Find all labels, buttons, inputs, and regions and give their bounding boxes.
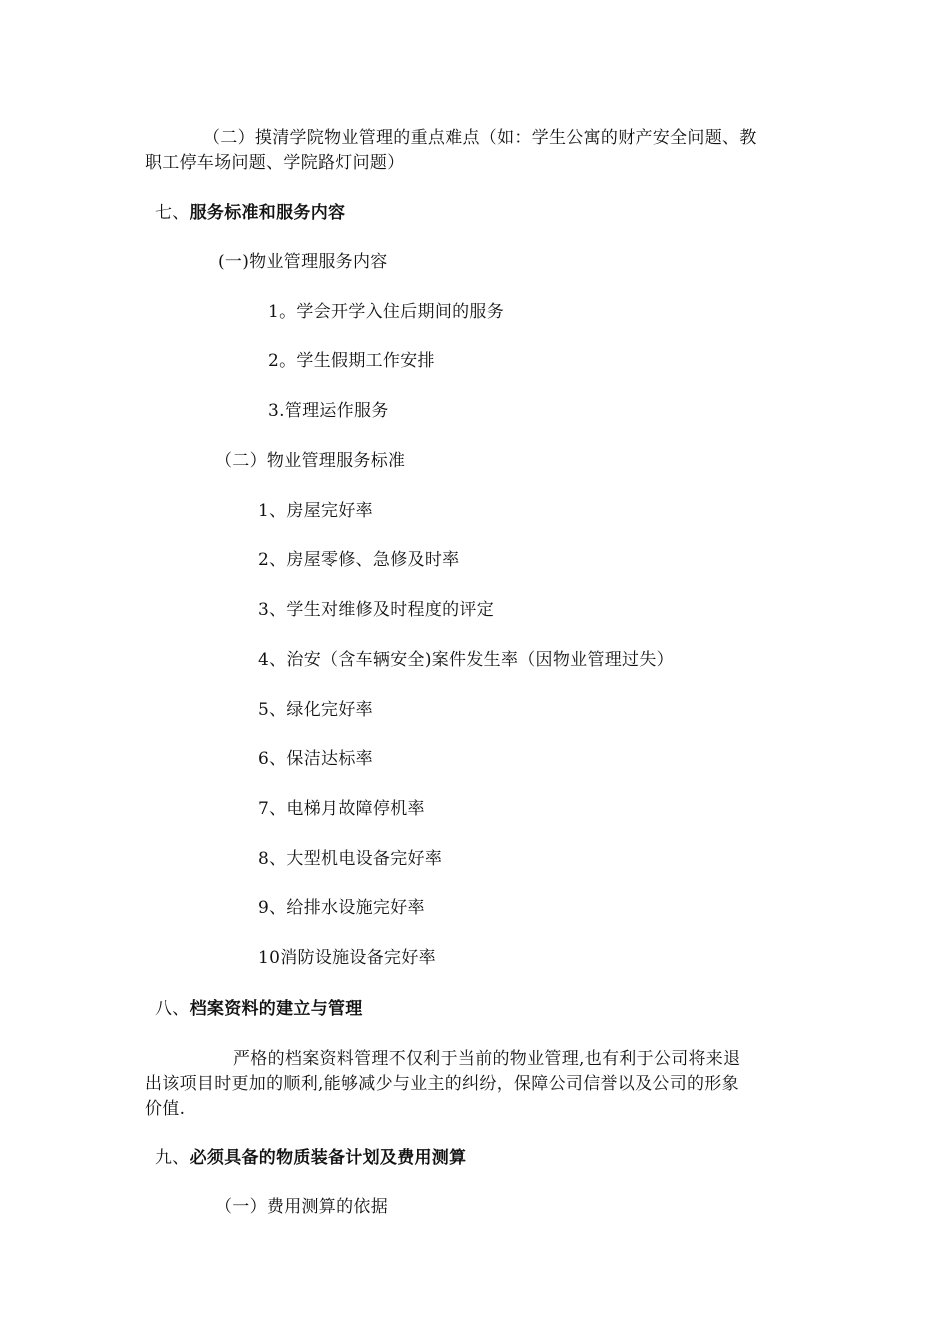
section-7-sub-2-item: 3、学生对维修及时程度的评定	[258, 600, 495, 620]
section-9-sub-1-title: （一）费用测算的依据	[215, 1197, 388, 1217]
section-8-number: 八、	[155, 999, 190, 1019]
section-8-paragraph-line-1: 严格的档案资料管理不仅利于当前的物业管理,也有利于公司将来退	[233, 1049, 741, 1069]
section-7-sub-2-title: （二）物业管理服务标准	[215, 451, 406, 471]
section-8-paragraph-line-3: 价值.	[145, 1099, 186, 1119]
section-7-sub-1-item: 1。学会开学入住后期间的服务	[268, 302, 505, 322]
intro-paragraph-line-2: 职工停车场问题、学院路灯问题）	[145, 153, 405, 173]
section-8-paragraph-line-2: 出该项目时更加的顺利,能够减少与业主的纠纷，保障公司信誉以及公司的形象	[145, 1074, 739, 1094]
section-8-title: 档案资料的建立与管理	[189, 999, 363, 1019]
section-9-number: 九、	[155, 1148, 190, 1168]
section-7-sub-1-item: 3.管理运作服务	[268, 401, 389, 421]
section-7-sub-2-item: 6、保洁达标率	[258, 749, 373, 769]
section-9-heading	[155, 1146, 466, 1170]
section-7-sub-2-item: 8、大型机电设备完好率	[258, 849, 443, 869]
section-7-sub-2-item: 10消防设施设备完好率	[258, 948, 436, 968]
section-8-heading	[155, 997, 363, 1021]
section-7-sub-1-item: 2。学生假期工作安排	[268, 351, 435, 371]
section-7-heading	[155, 201, 345, 225]
section-9-title: 必须具备的物质装备计划及费用测算	[189, 1148, 467, 1168]
section-7-sub-2-item: 1、房屋完好率	[258, 501, 373, 521]
section-7-sub-2-item: 9、给排水设施完好率	[258, 898, 425, 918]
section-7-sub-2-item: 7、电梯月故障停机率	[258, 799, 425, 819]
section-7-sub-1-title: (一)物业管理服务内容	[218, 252, 388, 272]
section-7-sub-2-item: 5、绿化完好率	[258, 700, 373, 720]
intro-paragraph-line-1: （二）摸清学院物业管理的重点难点（如：学生公寓的财产安全问题、教	[203, 128, 757, 148]
section-7-sub-2-item: 2、房屋零修、急修及时率	[258, 550, 460, 570]
section-7-title: 服务标准和服务内容	[189, 203, 346, 223]
section-7-sub-2-item: 4、治安（含车辆安全)案件发生率（因物业管理过失）	[258, 650, 674, 670]
section-7-number: 七、	[155, 203, 190, 223]
